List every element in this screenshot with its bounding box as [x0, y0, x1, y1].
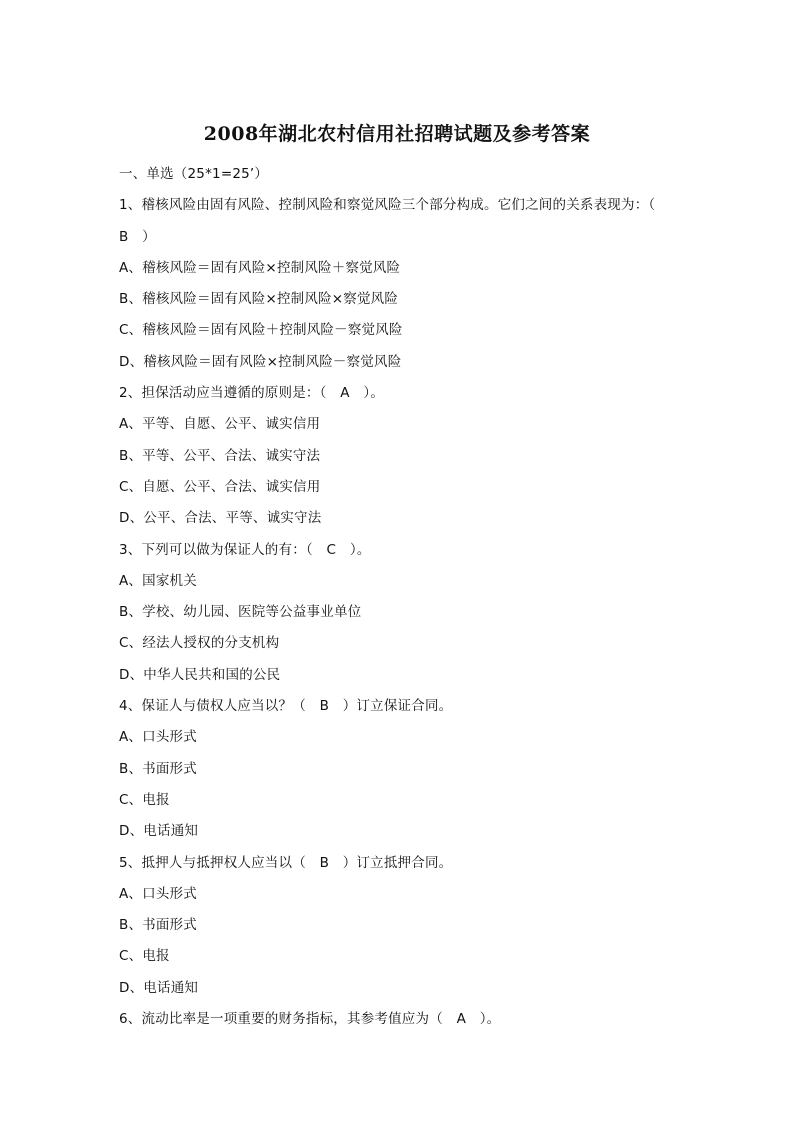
- document-title: 2008年湖北农村信用社招聘试题及参考答案: [203, 123, 591, 145]
- question-5-option-d: D、电话通知: [119, 979, 199, 996]
- question-list: [119, 162, 719, 1038]
- question-3-option-a: A、国家机关: [119, 572, 197, 589]
- question-3-option-d: D、中华人民共和国的公民: [119, 666, 281, 683]
- question-2-option-b: B、平等、公平、合法、诚实守法: [119, 447, 321, 464]
- question-3-option-b: B、学校、幼儿园、医院等公益事业单位: [119, 604, 362, 621]
- question-1: 1、稽核风险由固有风险、控制风险和察觉风险三个部分构成。它们之间的关系表现为：（: [119, 197, 656, 214]
- question-2-option-c: C、自愿、公平、合法、诚实信用: [119, 478, 321, 495]
- question-1-option-b: B、稽核风险＝固有风险×控制风险×察觉风险: [119, 291, 399, 308]
- section-heading: 一、单选（25*1=25’）: [119, 166, 269, 182]
- question-6: 6、流动比率是一项重要的财务指标，其参考值应为（ A ）。: [119, 1011, 501, 1028]
- question-5: 5、抵押人与抵押权人应当以（ B ）订立抵押合同。: [119, 854, 453, 871]
- question-3-option-c: C、经法人授权的分支机构: [119, 635, 280, 652]
- question-2: 2、担保活动应当遵循的原则是：（ A ）。: [119, 385, 385, 402]
- question-2-option-d: D、公平、合法、平等、诚实守法: [119, 510, 322, 527]
- question-1-option-c: C、稽核风险＝固有风险＋控制风险－察觉风险: [119, 322, 403, 339]
- question-4-option-a: A、口头形式: [119, 729, 197, 746]
- question-4-option-d: D、电话通知: [119, 823, 199, 840]
- question-1-option-a: A、稽核风险＝固有风险×控制风险＋察觉风险: [119, 259, 401, 276]
- question-5-option-b: B、书面形式: [119, 917, 197, 934]
- question-2-option-a: A、平等、自愿、公平、诚实信用: [119, 416, 321, 433]
- question-1-option-d: D、稽核风险＝固有风险×控制风险－察觉风险: [119, 353, 402, 370]
- question-5-option-c: C、电报: [119, 948, 170, 965]
- question-4-option-c: C、电报: [119, 791, 170, 808]
- question-3: 3、下列可以做为保证人的有：（ C ）。: [119, 541, 371, 558]
- question-4: 4、保证人与债权人应当以？（ B ）订立保证合同。: [119, 698, 453, 715]
- question-1-answer: B ）: [119, 228, 156, 245]
- question-4-option-b: B、书面形式: [119, 760, 197, 777]
- question-5-option-a: A、口头形式: [119, 885, 197, 902]
